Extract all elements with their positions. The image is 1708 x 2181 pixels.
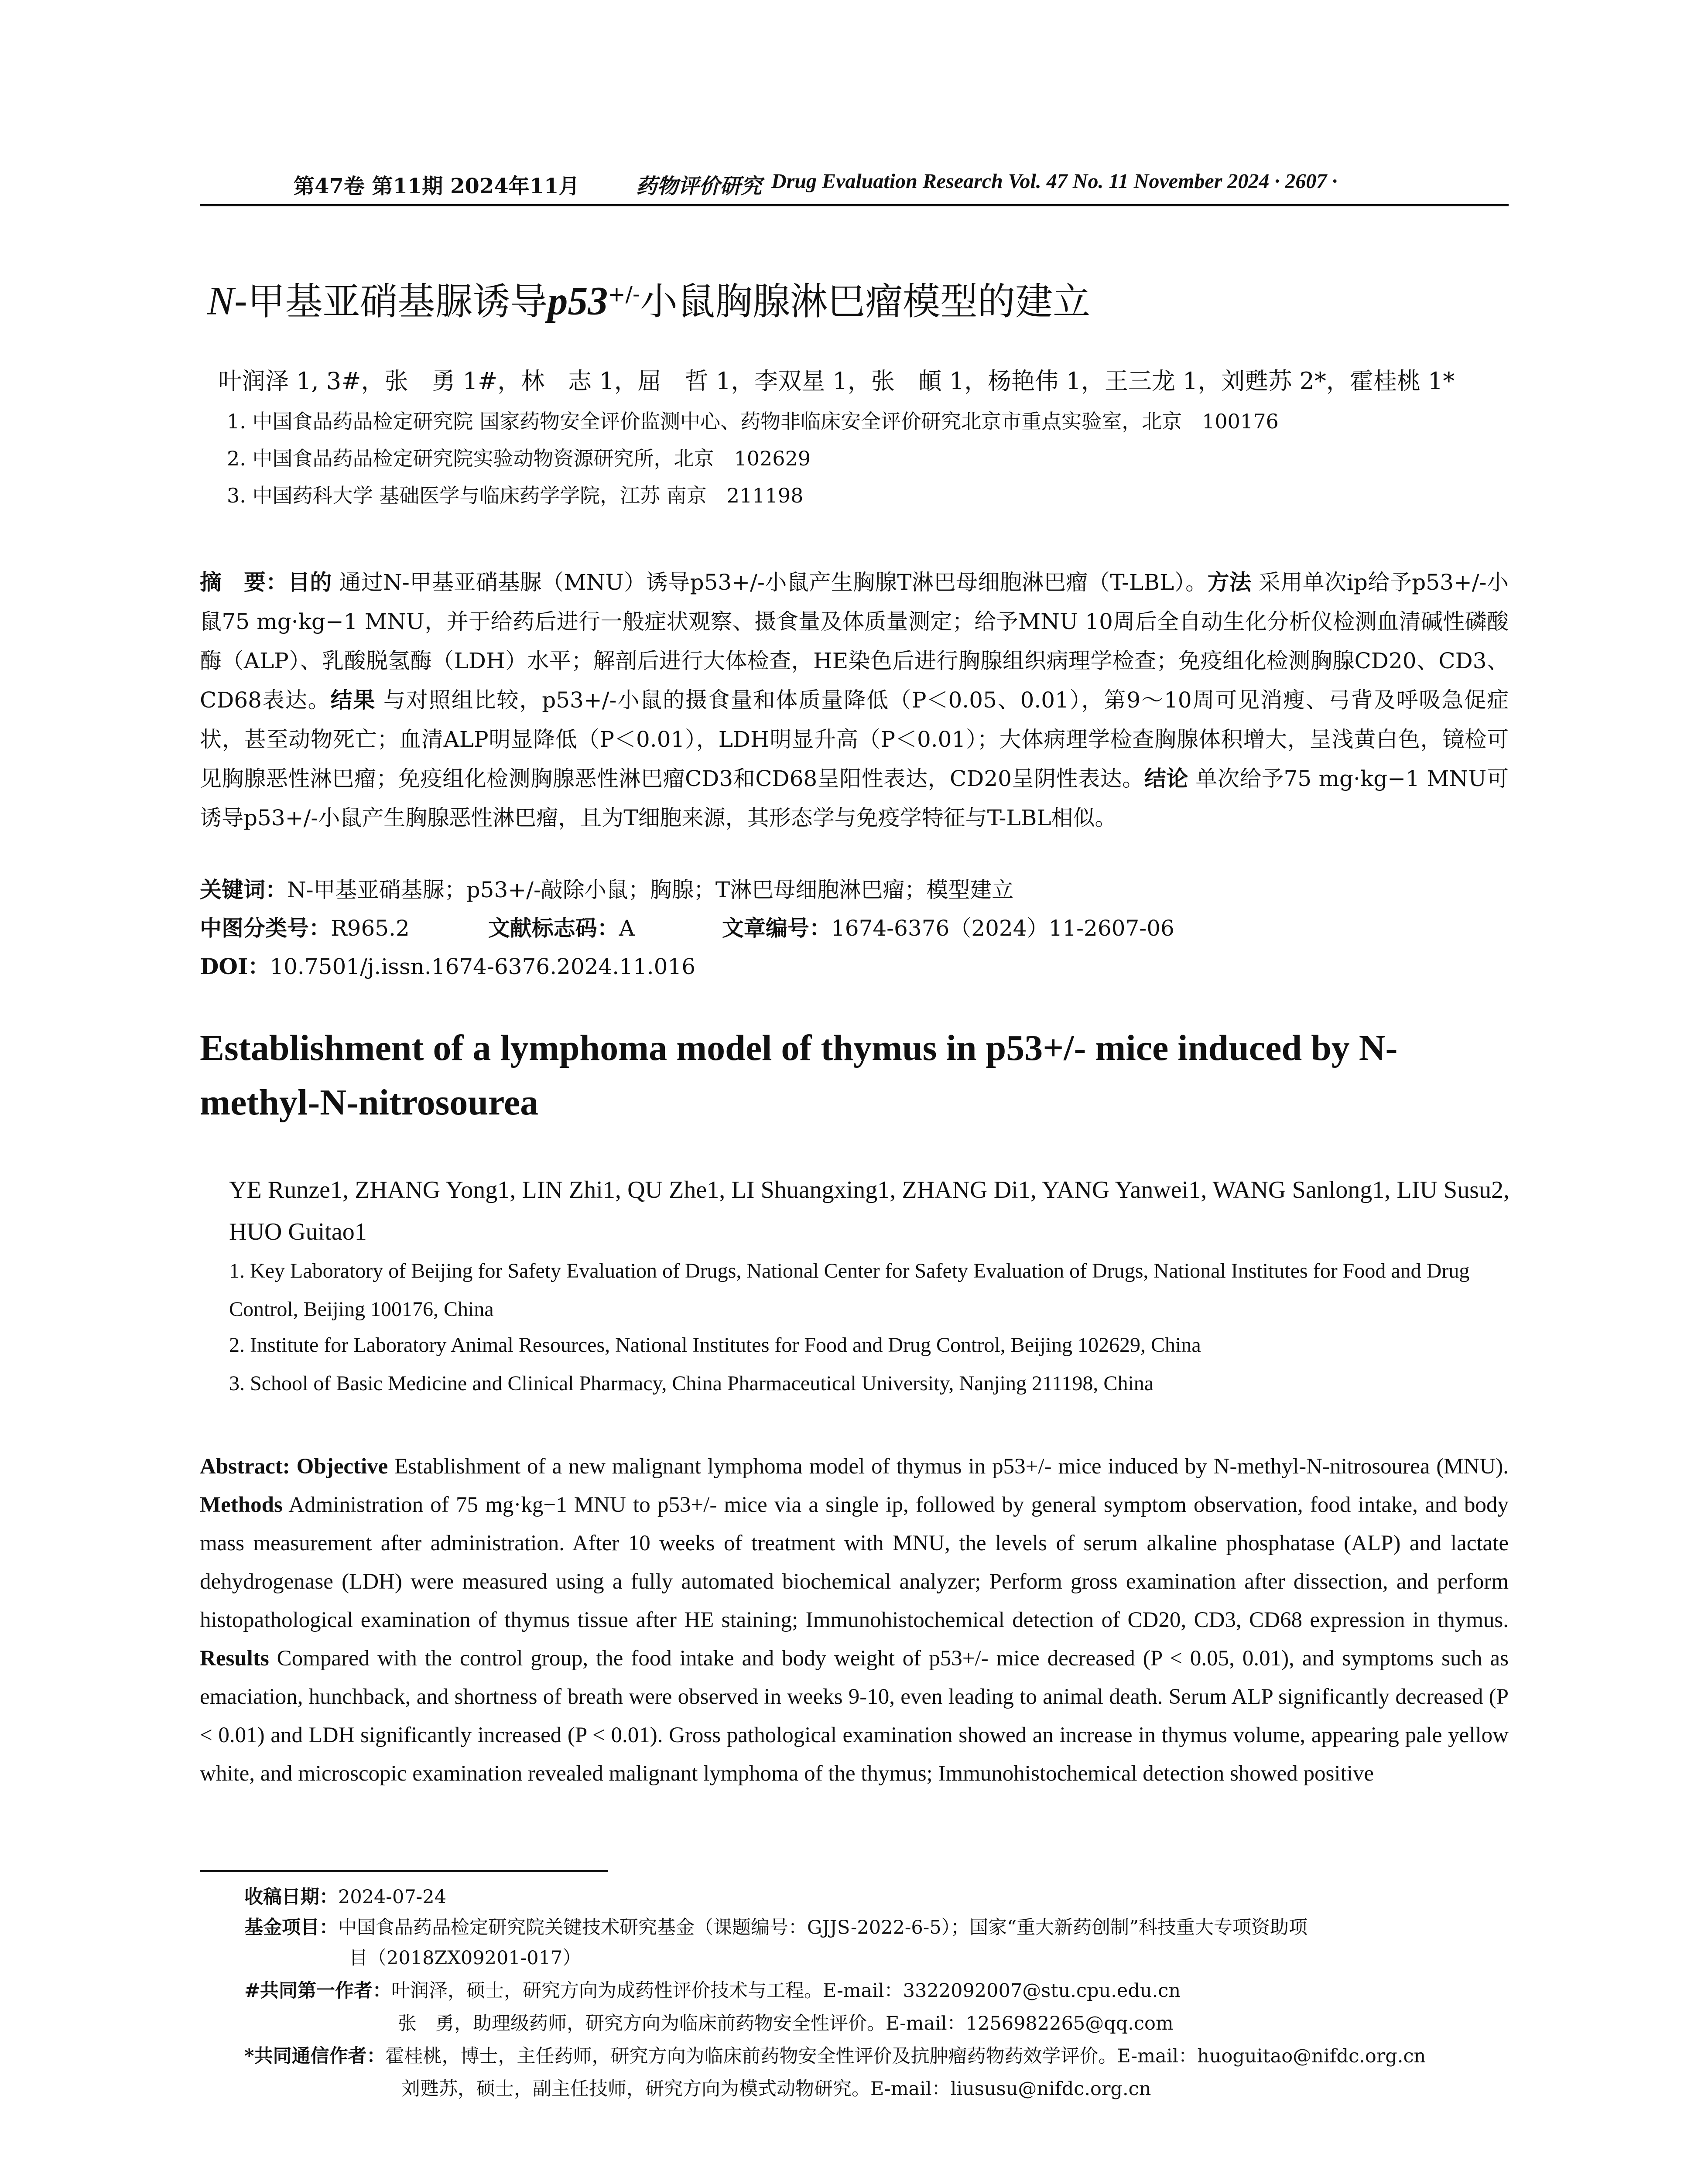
footnote-first-author: #共同第一作者：叶润泽，硕士，研究方向为成药性评价技术与工程。E-mail：3322092007@stu.cpu.edu.cn: [244, 1980, 1181, 2002]
running-header: [200, 169, 1509, 200]
footnote-fund-cont: 目（2018ZX09201-017）: [349, 1947, 582, 1969]
doi-link[interactable]: 10.7501/j.issn.1674-6376.2024.11.016: [270, 954, 696, 979]
cn-title: N-甲基亚硝基脲诱导p53+/-小鼠胸腺淋巴瘤模型的建立: [207, 278, 1091, 324]
cn-affiliation-3: 3. 中国药科大学 基础医学与临床药学学院，江苏 南京 211198: [227, 484, 804, 507]
cn-abstract: 摘 要：目的 通过N-甲基亚硝基脲（MNU）诱导p53+/-小鼠产生胸腺T淋巴母细胞淋巴瘤（T-LBL）。方法 采用单次ip给予p53+/-小鼠75 mg·kg−1 MNU，并于给药后进行一般症状观察、摄食量及体质量测定；给予MNU 10周后全自动生化分析仪检测血清碱性磷酸酶（ALP）、乳酸脱氢酶（LDH）水平；解剖后进行大体检查，HE染色后进行胸腺组织病理学检查；免疫组化检测胸腺CD20、CD3、CD68表达。结果 与对照组比较，p53+/-小鼠的摄食量和体质量降低（P＜0.05、0.01），第9～10周可见消瘦、弓背及呼吸急促症状，甚至动物死亡；血清ALP明显降低（P＜0.01），LDH明显升高（P＜0.01）；大体病理学检查胸腺体积增大，呈浅黄白色，镜检可见胸腺恶性淋巴瘤；免疫组化检测胸腺恶性淋巴瘤CD3和CD68呈阳性表达，CD20呈阴性表达。结论 单次给予75 mg·kg−1 MNU可诱导p53+/-小鼠产生胸腺恶性淋巴瘤，且为T细胞来源，其形态学与免疫学特征与T-LBL相似。: [200, 569, 1509, 831]
journal-issue: 第47卷 第11期 2024年11月: [294, 174, 580, 198]
classification-line: 中图分类号：R965.2 文献标志码：A 文章编号：1674-6376（2024）11-2607-06: [200, 915, 1174, 941]
en-abstract: Abstract: Objective Establishment of a new malignant lymphoma model of thymus in p53+/- mice induced by N-methyl-N-nitrosourea (MNU). Methods Administration of 75 mg·kg−1 MNU to p53+/- mice via a single ip, followed by general symptom observation, food intake, and body mass measurement after administration. After 10 weeks of treatment with MNU, the levels of serum alkaline phosphatase (ALP) and lactate dehydrogenase (LDH) were measured using a fully automated biochemical analyzer; Perform gross examination after dissection, and perform histopathological examination of thymus tissue after HE staining; Immunohistochemical detection of CD20, CD3, CD68 expression in thymus. Results Compared with the control group, the food intake and body weight of p53+/- mice decreased (P < 0.05, 0.01), and symptoms such as emaciation, hunchback, and shortness of breath were observed in weeks 9-10, even leading to animal death. Serum ALP significantly decreased (P < 0.01) and LDH significantly increased (P < 0.01). Gross pathological examination showed an increase in thymus volume, appearing pale yellow white, and microscopic examination revealed malignant lymphoma of the thymus; Immunohistochemical detection showed positive: [200, 1454, 1509, 1786]
footnote-corresponding-2: 刘甦苏，硕士，副主任技师，研究方向为模式动物研究。E-mail：liususu@nifdc.org.cn: [401, 2078, 1151, 2100]
en-affiliation-1: 1. Key Laboratory of Beijing for Safety Evaluation of Drugs, National Center for Safety Evaluation of Drugs, National Institutes for Food and Drug Control, Beijing 100176, China: [229, 1259, 1470, 1321]
cn-affiliation-1: 1. 中国食品药品检定研究院 国家药物安全评价监测中心、药物非临床安全评价研究北京市重点实验室，北京 100176: [227, 410, 1279, 433]
cn-keywords: 关键词：N-甲基亚硝基脲；p53+/-敲除小鼠；胸腺；T淋巴母细胞淋巴瘤；模型建立: [200, 877, 1014, 902]
en-affiliation-3: 3. School of Basic Medicine and Clinical Pharmacy, China Pharmaceutical University, Nanjing 211198, China: [229, 1372, 1154, 1395]
footnote-corresponding: *共同通信作者：霍桂桃，博士，主任药师，研究方向为临床前药物安全性评价及抗肿瘤药物药效学评价。E-mail：huoguitao@nifdc.org.cn: [244, 2045, 1426, 2067]
footnote-rule: [200, 1870, 608, 1872]
en-title: Establishment of a lymphoma model of thymus in p53+/- mice induced by N-methyl-N-nitrosourea: [200, 1028, 1398, 1123]
en-authors: YE Runze1, ZHANG Yong1, LIN Zhi1, QU Zhe1, LI Shuangxing1, ZHANG Di1, YANG Yanwei1, WANG Sanlong1, LIU Susu2, HUO Guitao1: [229, 1176, 1509, 1245]
journal-volume-info: Drug Evaluation Research Vol. 47 No. 11 November 2024 · 2607 ·: [771, 170, 1338, 193]
journal-logo: 药物评价研究: [636, 174, 762, 198]
cn-authors: 叶润泽 1, 3#，张 勇 1#，林 志 1，屈 哲 1，李双星 1，张 頔 1，杨艳伟 1，王三龙 1，刘甦苏 2*，霍桂桃 1*: [218, 367, 1455, 395]
doi-line: DOI：10.7501/j.issn.1674-6376.2024.11.016: [200, 954, 696, 979]
footnote-fund: 基金项目：中国食品药品检定研究院关键技术研究基金（课题编号：GJJS-2022-6-5）；国家“重大新药创制”科技重大专项资助项: [244, 1917, 1308, 1938]
footnote-received: 收稿日期：2024-07-24: [244, 1886, 446, 1908]
cn-affiliation-2: 2. 中国食品药品检定研究院实验动物资源研究所，北京 102629: [227, 447, 811, 470]
header-rule: [200, 204, 1509, 206]
footnote-first-author-2: 张 勇，助理级药师，研究方向为临床前药物安全性评价。E-mail：1256982265@qq.com: [398, 2013, 1174, 2034]
en-affiliation-2: 2. Institute for Laboratory Animal Resources, National Institutes for Food and Drug Control, Beijing 102629, China: [229, 1333, 1201, 1357]
